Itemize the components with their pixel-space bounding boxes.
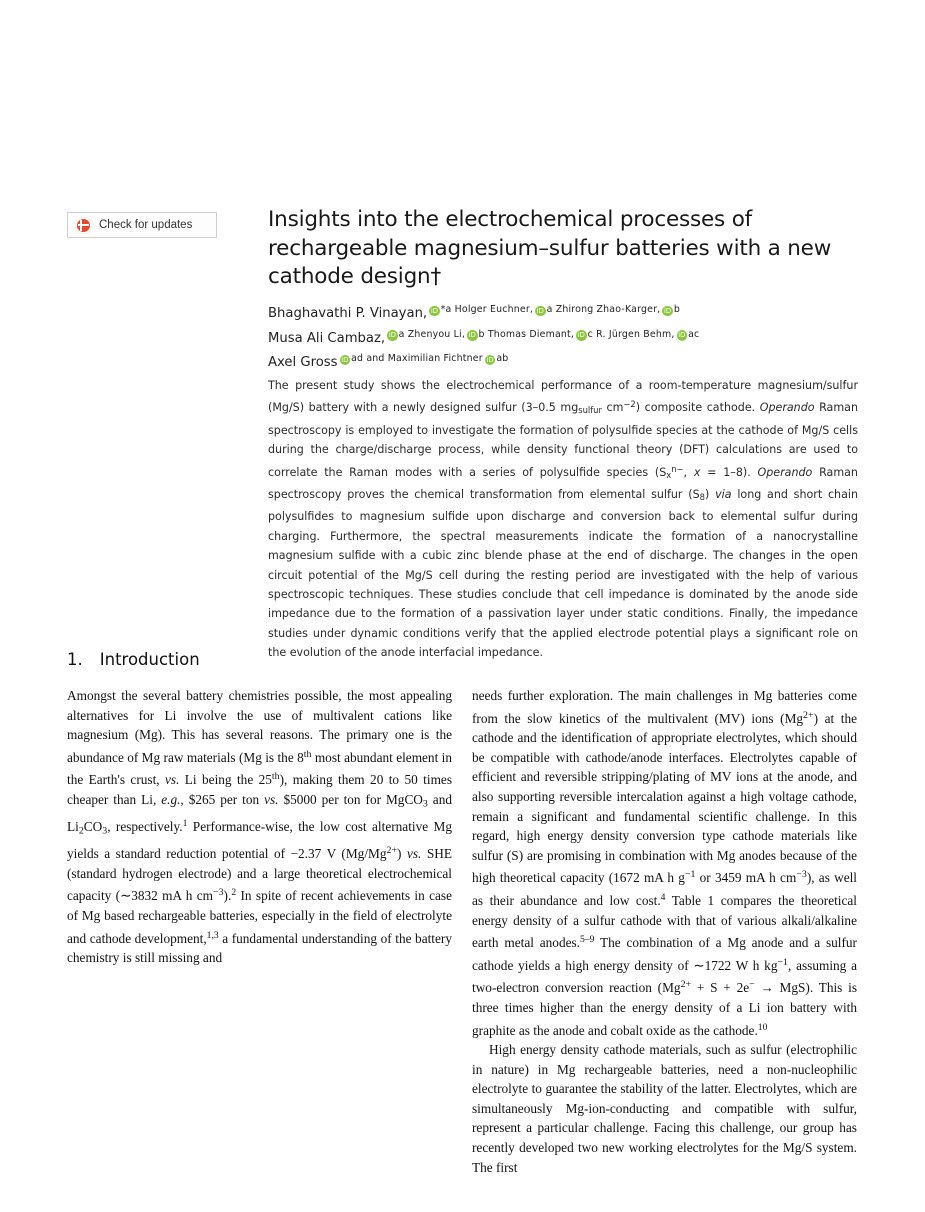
text-run: ) bbox=[397, 846, 407, 862]
text-run: ). bbox=[223, 888, 232, 904]
text-run: SHE (standard hydrogen electrode) and a large theoretical electrochemical capacity (∼3832 mA h cm bbox=[67, 846, 452, 904]
abstract-text: ) composite cathode. bbox=[635, 401, 760, 415]
body-column-left bbox=[67, 686, 452, 968]
italic-run: vs. bbox=[165, 772, 180, 788]
paragraph bbox=[472, 686, 857, 1040]
superscript: 2+ bbox=[386, 845, 398, 857]
title-block bbox=[268, 206, 856, 292]
author-affiliation: a Zhirong Zhao-Karger, bbox=[546, 304, 661, 315]
abstract-text: = 1–8). bbox=[700, 465, 758, 479]
abstract-subscript: sulfur bbox=[578, 405, 602, 416]
author-affiliation: *a Holger Euchner, bbox=[440, 304, 534, 315]
paragraph bbox=[67, 686, 452, 968]
orcid-icon[interactable] bbox=[429, 306, 440, 317]
orcid-icon[interactable] bbox=[662, 306, 673, 317]
orcid-icon[interactable] bbox=[467, 330, 478, 341]
orcid-icon[interactable] bbox=[485, 355, 496, 366]
author-affiliation: b bbox=[673, 304, 680, 315]
text-run: ), making them 20 to 50 times cheaper than Li, bbox=[67, 772, 452, 807]
orcid-icon[interactable] bbox=[576, 330, 587, 341]
abstract-text: ) bbox=[704, 488, 716, 502]
superscript: −3 bbox=[796, 869, 807, 881]
text-run: or 3459 mA h cm bbox=[695, 870, 797, 886]
italic-run: e.g. bbox=[161, 791, 181, 807]
superscript: th bbox=[271, 771, 280, 783]
citation-reference[interactable]: 10 bbox=[757, 1021, 768, 1033]
text-run: , $265 per ton bbox=[180, 791, 265, 807]
author-affiliation: c R. Jürgen Behm, bbox=[587, 328, 675, 340]
body-column-right bbox=[472, 686, 857, 1177]
author-affiliation: a Zhenyou Li, bbox=[398, 328, 466, 340]
superscript: −1 bbox=[684, 869, 696, 881]
text-run: most abundant element in the Earth's crust, bbox=[67, 749, 452, 788]
citation-reference[interactable]: 4 bbox=[660, 891, 666, 903]
citation-reference[interactable]: 5–9 bbox=[580, 934, 595, 946]
text-run: ), as well as their abundance and low cost. bbox=[472, 870, 857, 908]
text-run: and Li bbox=[67, 791, 453, 835]
abstract-text: Raman spectroscopy is employed to investigate the formation of polysulfide species at the cathode of Mg/S cells during the charge/discharge process, while density functional theory (DFT) calculations are used to correlate the Raman modes with a series of polysulfide species (S bbox=[268, 401, 858, 479]
abstract-text: Raman spectroscopy proves the chemical transformation from elemental sulfur (S bbox=[268, 465, 858, 502]
abstract-italic: Operando bbox=[759, 401, 815, 415]
author-list bbox=[268, 300, 860, 374]
paragraph: High energy density cathode materials, such as sulfur (electrophilic in nature) in Mg rechargeable batteries, need a non-nucleophilic electrolyte to guarantee the stability of the latter. Electrolytes, which are simultaneously Mg-ion-conducting and compatible with sulfur, represent a particular challenge. Facing this challenge, our group has recently developed two new working electrolytes for the Mg/S system. The first bbox=[472, 1042, 857, 1175]
section-heading bbox=[67, 650, 200, 669]
superscript: 2+ bbox=[803, 709, 814, 721]
page-title: Insights into the electrochemical processes of rechargeable magnesium–sulfur batteries with a new cathode design† bbox=[268, 207, 832, 289]
text-run: Table 1 compares the theoretical energy density of a sulfur cathode with that of various alkali/alkaline earth metal anodes. bbox=[472, 892, 857, 951]
superscript: 2+ bbox=[680, 979, 692, 991]
text-run: The combination of a Mg anode and a sulfur cathode yields a high energy density of ∼1722 W h kg bbox=[472, 935, 857, 973]
abstract-subscript: x bbox=[666, 469, 672, 480]
abstract-subscript: 8 bbox=[699, 492, 705, 503]
check-for-updates-label: Check for updates bbox=[99, 219, 193, 231]
text-run: CO bbox=[83, 819, 103, 835]
abstract-text: long and short chain polysulfides to magnesium sulfide upon discharge and conversion back to elemental sulfur during charging. Furthermore, the spectral measurements indicate the formation of a nanocrystalline magnesium sulfide with a cubic zinc blende phase at the end of discharge. The changes in the open circuit potential of the Mg/S cell during the resting period are investigated with the help of various spectroscopic techniques. These studies conclude that cell impedance is dominated by the anode side impedance due to the formation of a passivation layer under static conditions. Finally, the impedance studies under dynamic conditions verify that the applied electrode potential plays a significant role on the evolution of the anode interfacial impedance. bbox=[268, 488, 858, 660]
author-name: Axel Gross bbox=[268, 355, 338, 370]
section-number: 1. bbox=[67, 650, 83, 669]
text-run: + S + 2e bbox=[691, 980, 750, 996]
text-run: In spite of recent achievements in case of Mg based rechargeable batteries, especially in the field of electrolyte and cathode development, bbox=[67, 888, 452, 946]
author-name: Musa Ali Cambaz, bbox=[268, 330, 386, 346]
superscript: th bbox=[303, 748, 312, 760]
italic-run: vs. bbox=[406, 846, 422, 862]
subscript: 3 bbox=[102, 825, 108, 837]
abstract bbox=[268, 376, 858, 663]
citation-reference[interactable]: 1,3 bbox=[206, 929, 219, 941]
orcid-icon[interactable] bbox=[340, 355, 351, 366]
section-title: Introduction bbox=[99, 650, 200, 669]
italic-run: vs. bbox=[264, 791, 279, 807]
crossmark-icon bbox=[75, 217, 92, 234]
superscript: −1 bbox=[777, 956, 788, 968]
orcid-icon[interactable] bbox=[535, 306, 546, 317]
superscript: −3 bbox=[213, 887, 224, 899]
text-run: a fundamental understanding of the battery chemistry is still missing and bbox=[67, 930, 452, 966]
author-name: Bhaghavathi P. Vinayan, bbox=[268, 306, 428, 321]
subscript: 2 bbox=[78, 825, 84, 837]
citation-reference[interactable]: 2 bbox=[231, 887, 237, 899]
text-run: needs further exploration. The main challenges in Mg batteries come from the slow kinetics of the multivalent (MV) ions (Mg bbox=[472, 688, 857, 726]
text-run: , respectively. bbox=[107, 819, 183, 835]
author-affiliation: ad and Maximilian Fichtner bbox=[351, 353, 483, 364]
subscript: 3 bbox=[422, 798, 428, 810]
text-run: Li being the 25 bbox=[179, 772, 272, 788]
abstract-italic: Operando bbox=[757, 465, 813, 479]
abstract-italic: x bbox=[693, 465, 701, 479]
abstract-text: cm bbox=[601, 401, 624, 415]
abstract-text: The present study shows the electrochemical performance of a room-temperature magnesium/sulfur (Mg/S) battery with a newly designed sulfur (3–0.5 mg bbox=[268, 379, 858, 415]
citation-reference[interactable]: 1 bbox=[182, 818, 188, 830]
abstract-italic: via bbox=[715, 488, 732, 502]
text-run: Performance-wise, the low cost alternative Mg yields a standard reduction potential of −2.37 V (Mg/Mg bbox=[67, 819, 452, 862]
check-for-updates-badge[interactable] bbox=[67, 212, 217, 238]
text-run: , assuming a two-electron conversion reaction (Mg bbox=[472, 957, 857, 996]
abstract-superscript: −2 bbox=[623, 399, 636, 410]
abstract-superscript: n− bbox=[671, 463, 684, 474]
orcid-icon[interactable] bbox=[677, 330, 688, 341]
superscript: − bbox=[749, 979, 755, 991]
abstract-text: , bbox=[683, 465, 694, 479]
author-affiliation: ac bbox=[688, 328, 700, 340]
author-affiliation: ab bbox=[496, 353, 509, 364]
author-affiliation: b Thomas Diemant, bbox=[478, 328, 575, 340]
text-run: $5000 per ton for MgCO bbox=[278, 791, 423, 807]
text-run: ) at the cathode and the identification of appropriate electrolytes, which should be compatible with cathode/anode interfaces. Electrolytes capable of efficient and reversible stripping/plating of MV ions at the anode, and also supporting reversible intercalation against a high voltage cathode, remain a significant and fundamental scientific challenge. In this regard, high energy density conversion type cathode materials like sulfur (S) are promising in combination with Mg anodes because of the high theoretical capacity (1672 mA h g bbox=[472, 710, 857, 886]
text-run: → MgS). This is three times higher than the energy density of a Li ion battery with graphite as the anode and cobalt oxide as the cathode. bbox=[472, 980, 857, 1038]
text-run: Amongst the several battery chemistries possible, the most appealing alternatives for Li involve the use of multivalent cations like magnesium (Mg). This has several reasons. The primary one is the abundance of Mg raw materials (Mg is the 8 bbox=[67, 688, 452, 765]
orcid-icon[interactable] bbox=[387, 330, 398, 341]
